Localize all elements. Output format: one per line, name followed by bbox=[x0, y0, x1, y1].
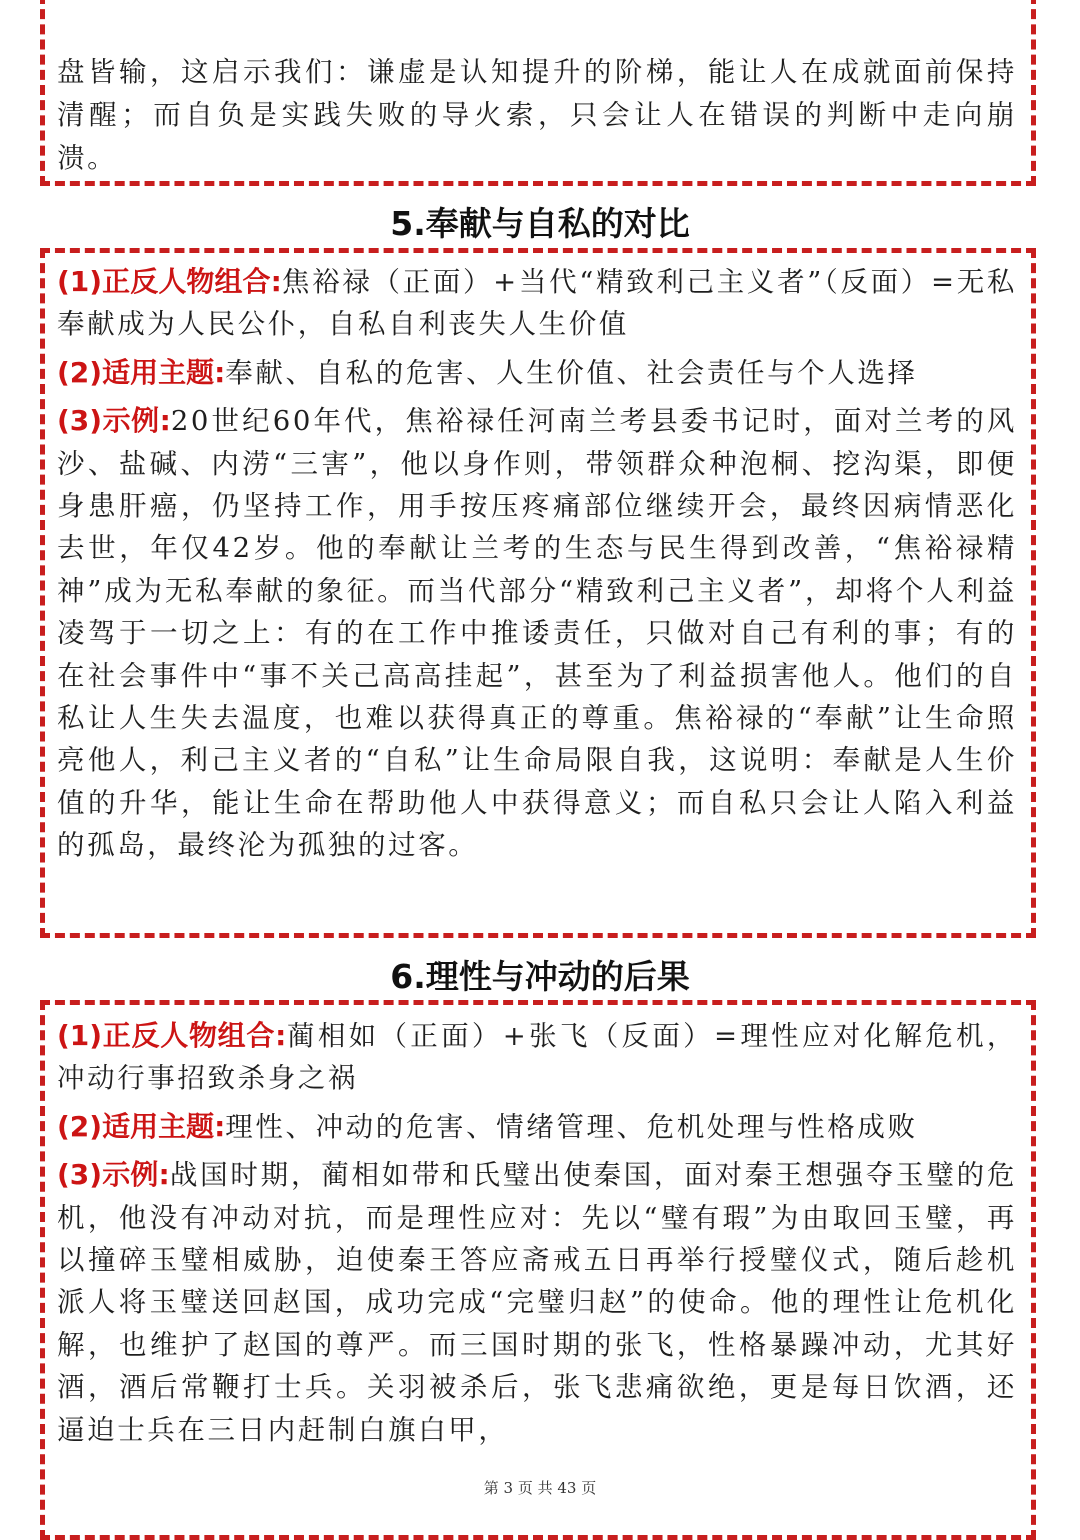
page-footer: 第 3 页 共 43 页 bbox=[483, 1479, 597, 1497]
item-text: 理性、冲动的危害、情绪管理、危机处理与性格成败 bbox=[225, 1110, 918, 1143]
item-label: (1)正反人物组合: bbox=[57, 1019, 287, 1052]
section-5-box bbox=[40, 248, 1036, 938]
section-5-item-3 bbox=[57, 400, 1017, 866]
item-label: (1)正反人物组合: bbox=[57, 265, 282, 298]
section-5-heading: 5.奉献与自私的对比 bbox=[390, 204, 690, 243]
item-label: (3)示例: bbox=[57, 404, 171, 438]
item-label: (2)适用主题: bbox=[57, 355, 226, 389]
section-5-item-2 bbox=[57, 352, 1017, 394]
item-text: 焦裕禄（正面）+当代“精致利己主义者”（反面）=无私奉献成为人民公仆，自私自利丧失人生价值 bbox=[57, 266, 1017, 341]
item-text: 战国时期，蔺相如带和氏璧出使秦国，面对秦王想强夺玉璧的危机，他没有冲动对抗，而是理性应对：先以“璧有瑕”为由取回玉璧，再以撞碎玉璧相威胁，迫使秦王答应斋戒五日再举行授璧仪式，随后趁机派人将玉璧送回赵国，成功完成“完璧归赵”的使命。他的理性让危机化解，也维护了赵国的尊严。而三国时期的张飞，性格暴躁冲动，尤其好酒，酒后常鞭打士兵。关羽被杀后，张飞悲痛欲绝，更是每日饮酒，还逼迫士兵在三日内赶制白旗白甲， bbox=[57, 1159, 1017, 1446]
item-text: 蔺相如（正面）+张飞（反面）=理性应对化解危机，冲动行事招致杀身之祸 bbox=[57, 1020, 1017, 1095]
intro-paragraph: 盘皆输，这启示我们：谦虚是认知提升的阶梯，能让人在成就面前保持清醒；而自负是实践失败的导火索，只会让人在错误的判断中走向崩溃。 bbox=[57, 56, 1017, 174]
section-6-item-3 bbox=[57, 1154, 1017, 1451]
section-6-item-1 bbox=[57, 1015, 1017, 1100]
section-6-box bbox=[40, 1000, 1036, 1540]
item-text: 20世纪60年代，焦裕禄任河南兰考县委书记时，面对兰考的风沙、盐碱、内涝“三害”，他以身作则，带领群众种泡桐、挖沟渠，即便身患肝癌，仍坚持工作，用手按压疼痛部位继续开会，最终因病情恶化去世，年仅42岁。他的奉献让兰考的生态与民生得到改善，“焦裕禄精神”成为无私奉献的象征。而当代部分“精致利己主义者”，却将个人利益凌驾于一切之上：有的在工作中推诿责任，只做对自己有利的事；有的在社会事件中“事不关己高高挂起”，甚至为了利益损害他人。他们的自私让人生失去温度，也难以获得真正的尊重。焦裕禄的“奉献”让生命照亮他人，利己主义者的“自私”让生命局限自我，这说明：奉献是人生价值的升华，能让生命在帮助他人中获得意义；而自私只会让人陷入利益的孤岛，最终沦为孤独的过客。 bbox=[57, 405, 1017, 862]
intro-box bbox=[40, 0, 1036, 186]
section-6-heading: 6.理性与冲动的后果 bbox=[390, 957, 690, 996]
item-label: (3)示例: bbox=[57, 1158, 170, 1192]
item-text: 奉献、自私的危害、人生价值、社会责任与个人选择 bbox=[225, 356, 918, 389]
item-label: (2)适用主题: bbox=[57, 1109, 226, 1143]
section-5-item-1 bbox=[57, 261, 1017, 346]
section-6-item-2 bbox=[57, 1106, 1017, 1148]
